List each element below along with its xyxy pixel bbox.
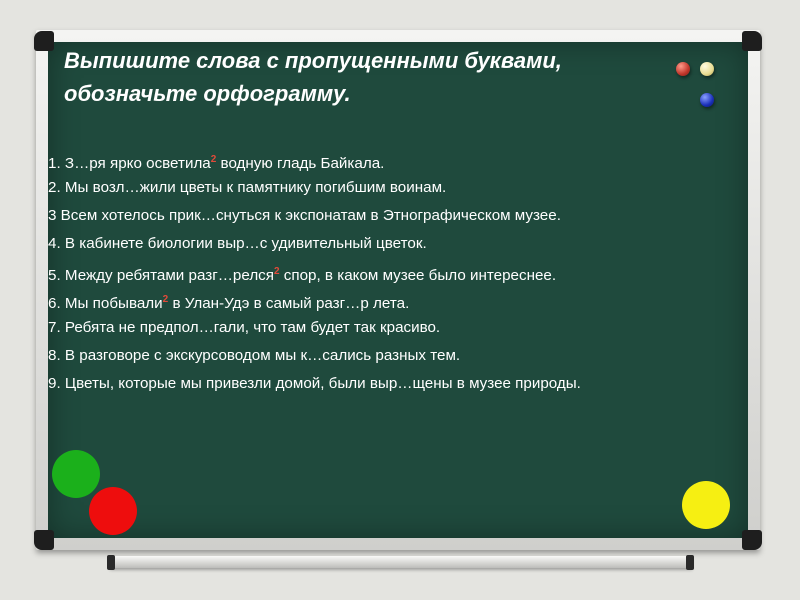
beige-magnet-icon (700, 62, 714, 76)
sentence-number: 3 (48, 207, 57, 224)
sentence-text: в Улан-Удэ в самый разг…р лета. (168, 295, 410, 312)
sentence-number: 5. (48, 267, 61, 284)
sentence-text: Мы возл…жили цветы к памятнику погибшим воинам. (60, 179, 447, 196)
sentence-number: 6. (48, 295, 61, 312)
marker-tray (110, 556, 692, 568)
sentence-text: Ребята не предпол…гали, что там будет так красиво. (60, 319, 441, 336)
sentence-number: 4. (48, 235, 61, 252)
sentence-item (48, 314, 760, 342)
blue-magnet-icon (700, 93, 714, 107)
sentence-item (48, 230, 760, 258)
frame-corner-bottom-left (34, 530, 54, 550)
sentence-text: Мы побывали (60, 295, 163, 312)
sentence-superscript: 2 (162, 294, 169, 305)
sentence-item (48, 286, 760, 314)
tray-end-left (107, 555, 115, 570)
sentence-item (48, 258, 760, 286)
sentence-item (48, 202, 760, 230)
task-title (64, 44, 684, 110)
sentence-text: Между ребятами разг…релся (60, 267, 274, 284)
task-title-line-2: обозначьте орфограмму. (64, 81, 351, 106)
frame-corner-top-left (34, 31, 54, 51)
tray-end-right (686, 555, 694, 570)
sentence-number: 2. (48, 179, 61, 196)
frame-corner-top-right (742, 31, 762, 51)
frame-corner-bottom-right (742, 530, 762, 550)
sentence-list (48, 146, 760, 398)
red-circle (89, 487, 137, 535)
task-title-line-1: Выпишите слова с пропущенными буквами, (64, 48, 562, 73)
sentence-number: 8. (48, 347, 61, 364)
sentence-text: Цветы, которые мы привезли домой, были выр…щены в музее природы. (60, 375, 581, 392)
sentence-text: спор, в каком музее было интереснее. (279, 267, 557, 284)
sentence-text: водную гладь Байкала. (216, 155, 385, 172)
sentence-superscript: 2 (210, 154, 217, 165)
sentence-number: 7. (48, 319, 61, 336)
sentence-text: Всем хотелось прик…снуться к экспонатам в Этнографическом музее. (56, 207, 561, 224)
sentence-number: 9. (48, 375, 61, 392)
sentence-text: В разговоре с экскурсоводом мы к…сались разных тем. (60, 347, 461, 364)
sentence-item (48, 370, 760, 398)
sentence-text: З…ря ярко осветила (60, 155, 211, 172)
yellow-circle (682, 481, 730, 529)
sentence-item (48, 342, 760, 370)
sentence-superscript: 2 (274, 266, 280, 277)
sentence-item (48, 146, 760, 174)
red-magnet-icon (676, 62, 690, 76)
green-circle (52, 450, 100, 498)
sentence-item (48, 174, 760, 202)
sentence-number: 1. (48, 155, 61, 172)
sentence-text: В кабинете биологии выр…с удивительный цветок. (60, 235, 427, 252)
